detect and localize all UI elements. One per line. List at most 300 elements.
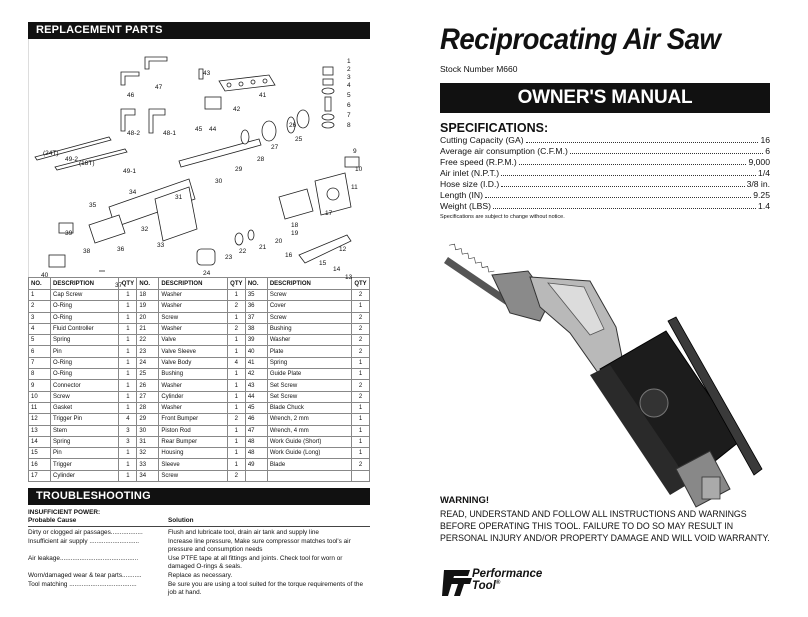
part-number-cell: 41 <box>245 357 267 368</box>
svg-text:44: 44 <box>209 126 217 133</box>
part-description-cell: Washer <box>267 335 351 346</box>
svg-text:42: 42 <box>233 106 241 113</box>
part-description-cell: Pin <box>51 346 119 357</box>
spec-value: 16 <box>760 135 770 145</box>
part-description-cell <box>267 470 351 481</box>
table-row <box>29 391 370 402</box>
svg-text:4: 4 <box>347 82 351 89</box>
part-description-cell: Stem <box>51 425 119 436</box>
part-qty-cell: 1 <box>352 301 370 312</box>
svg-text:49-1: 49-1 <box>123 168 137 175</box>
troubleshooting-section <box>28 509 370 597</box>
part-number-cell: 48 <box>245 436 267 447</box>
troubleshooting-row <box>28 581 370 597</box>
registered-mark: ® <box>495 580 501 587</box>
table-row <box>29 357 370 368</box>
svg-text:(18T): (18T) <box>79 160 95 167</box>
right-page <box>440 22 770 602</box>
svg-text:29: 29 <box>235 166 243 173</box>
part-number-cell: 10 <box>29 391 51 402</box>
part-description-cell: Piston Rod <box>159 425 227 436</box>
svg-text:13: 13 <box>345 274 353 281</box>
svg-text:6: 6 <box>347 102 351 109</box>
svg-text:46: 46 <box>127 92 135 99</box>
col-header: DESCRIPTION <box>159 278 227 290</box>
part-description-cell: Set Screw <box>267 380 351 391</box>
svg-text:26: 26 <box>289 122 297 129</box>
part-description-cell: O-Ring <box>51 301 119 312</box>
part-qty-cell: 1 <box>227 346 245 357</box>
left-page <box>28 22 370 597</box>
table-row <box>29 369 370 380</box>
part-number-cell: 28 <box>137 402 159 413</box>
part-qty-cell: 1 <box>227 369 245 380</box>
svg-text:19: 19 <box>291 230 299 237</box>
part-qty-cell: 2 <box>352 380 370 391</box>
warning-heading: WARNING! <box>440 495 490 506</box>
part-number-cell: 47 <box>245 425 267 436</box>
part-number-cell: 30 <box>137 425 159 436</box>
svg-text:37: 37 <box>115 282 123 289</box>
part-number-cell: 49 <box>245 459 267 470</box>
svg-text:2: 2 <box>347 66 351 73</box>
col-header: DESCRIPTION <box>51 278 119 290</box>
part-qty-cell: 2 <box>352 391 370 402</box>
svg-text:22: 22 <box>239 248 247 255</box>
spec-row <box>440 201 770 212</box>
parts-table-header-row <box>29 278 370 290</box>
part-number-cell: 26 <box>137 380 159 391</box>
svg-text:23: 23 <box>225 254 233 261</box>
troubleshooting-header: TROUBLESHOOTING <box>28 488 370 505</box>
part-number-cell: 42 <box>245 369 267 380</box>
part-qty-cell: 1 <box>119 290 137 301</box>
part-number-cell: 1 <box>29 290 51 301</box>
part-qty-cell: 1 <box>227 425 245 436</box>
part-number-cell: 23 <box>137 346 159 357</box>
spec-row <box>440 168 770 179</box>
wrench-47-shape <box>145 57 167 69</box>
spec-row <box>440 179 770 190</box>
solution-column-header: Solution <box>168 517 194 525</box>
spec-row <box>440 135 770 146</box>
svg-text:39: 39 <box>65 230 73 237</box>
part-qty-cell: 4 <box>119 414 137 425</box>
part-number-cell: 40 <box>245 346 267 357</box>
valve-body-shape <box>197 249 215 265</box>
table-row <box>29 470 370 481</box>
svg-text:24: 24 <box>203 270 211 277</box>
part-description-cell: Bushing <box>267 323 351 334</box>
part-number-cell: 33 <box>137 459 159 470</box>
part-description-cell: Guide Plate <box>267 369 351 380</box>
part-number-cell: 43 <box>245 380 267 391</box>
part-qty-cell: 1 <box>227 380 245 391</box>
svg-text:11: 11 <box>351 184 358 191</box>
spec-value: 6 <box>765 146 770 156</box>
part-number-cell: 27 <box>137 391 159 402</box>
part-description-cell: Trigger <box>51 459 119 470</box>
part-qty-cell: 4 <box>227 357 245 368</box>
svg-text:14: 14 <box>333 266 341 273</box>
part-qty-cell: 1 <box>227 402 245 413</box>
work-guide-48-2-shape <box>121 109 135 131</box>
part-number-cell: 11 <box>29 402 51 413</box>
part-description-cell: Sleeve <box>159 459 227 470</box>
part-description-cell: Blade <box>267 459 351 470</box>
svg-text:33: 33 <box>157 242 165 249</box>
table-row <box>29 301 370 312</box>
svg-text:12: 12 <box>339 246 347 253</box>
svg-text:36: 36 <box>117 246 125 253</box>
part-description-cell: Washer <box>159 290 227 301</box>
table-row <box>29 312 370 323</box>
spec-label: Free speed (R.P.M.) <box>440 157 517 167</box>
part-description-cell: Gasket <box>51 402 119 413</box>
col-header: NO. <box>245 278 267 290</box>
part-description-cell: Cylinder <box>159 391 227 402</box>
part-number-cell: 17 <box>29 470 51 481</box>
part-qty-cell: 1 <box>352 402 370 413</box>
table-row <box>29 414 370 425</box>
part-description-cell: O-Ring <box>51 357 119 368</box>
part-qty-cell: 1 <box>119 402 137 413</box>
part-number-cell: 20 <box>137 312 159 323</box>
part-description-cell: Valve Sleeve <box>159 346 227 357</box>
part-qty-cell: 1 <box>227 335 245 346</box>
part-description-cell: Work Guide (Long) <box>267 448 351 459</box>
part-qty-cell: 1 <box>227 448 245 459</box>
part-number-cell: 34 <box>137 470 159 481</box>
part-qty-cell: 2 <box>352 323 370 334</box>
part-description-cell: Screw <box>267 312 351 323</box>
logo-wordmark-line2 <box>472 580 500 592</box>
part-description-cell: Screw <box>267 290 351 301</box>
part-qty-cell: 1 <box>119 448 137 459</box>
page-title: Reciprocating Air Saw <box>440 23 721 56</box>
part-number-cell <box>245 470 267 481</box>
part-description-cell: Valve <box>159 335 227 346</box>
part-qty-cell: 1 <box>227 391 245 402</box>
part-qty-cell: 2 <box>227 470 245 481</box>
dot-leader <box>501 168 756 176</box>
part-number-cell: 9 <box>29 380 51 391</box>
solution: Increase line pressure, Make sure compressor matches tool's air pressure and consumption needs <box>168 538 351 554</box>
part-description-cell: Washer <box>159 402 227 413</box>
svg-text:15: 15 <box>319 260 327 267</box>
part-number-cell: 22 <box>137 335 159 346</box>
table-row <box>29 425 370 436</box>
dot-leader <box>485 190 751 198</box>
svg-text:16: 16 <box>285 252 293 259</box>
svg-text:30: 30 <box>215 178 223 185</box>
part-qty-cell: 1 <box>119 335 137 346</box>
part-qty-cell <box>352 470 370 481</box>
svg-text:1: 1 <box>347 58 351 65</box>
part-number-cell: 5 <box>29 335 51 346</box>
col-header: QTY <box>119 278 137 290</box>
col-header: DESCRIPTION <box>267 278 351 290</box>
dot-leader <box>526 135 759 143</box>
svg-text:31: 31 <box>175 194 183 201</box>
solution: Flush and lubricate tool, drain air tank and supply line <box>168 529 319 537</box>
part-qty-cell: 2 <box>352 290 370 301</box>
part-number-cell: 13 <box>29 425 51 436</box>
part-description-cell: Washer <box>159 301 227 312</box>
parts-table <box>28 277 370 482</box>
air-saw-product-photo <box>440 237 770 512</box>
part-number-cell: 14 <box>29 436 51 447</box>
part-qty-cell: 1 <box>352 414 370 425</box>
svg-text:21: 21 <box>259 244 267 251</box>
probable-cause: Air leakage............................................ <box>28 555 139 563</box>
cause-column-header: Probable Cause <box>28 517 77 525</box>
part-description-cell: Screw <box>159 470 227 481</box>
part-qty-cell: 2 <box>352 335 370 346</box>
part-description-cell: Fluid Controller <box>51 323 119 334</box>
spec-value: 9,000 <box>748 157 770 167</box>
part-qty-cell: 1 <box>119 301 137 312</box>
part-number-cell: 29 <box>137 414 159 425</box>
spec-label: Average air consumption (C.F.M.) <box>440 146 568 156</box>
spec-row <box>440 190 770 201</box>
troubleshooting-row <box>28 572 370 580</box>
table-row <box>29 459 370 470</box>
part-qty-cell: 1 <box>119 459 137 470</box>
svg-text:49-2: 49-2 <box>65 156 79 163</box>
part-description-cell: Screw <box>159 312 227 323</box>
part-description-cell: Valve Body <box>159 357 227 368</box>
col-header: NO. <box>137 278 159 290</box>
table-row <box>29 380 370 391</box>
part-number-cell: 44 <box>245 391 267 402</box>
part-number-cell: 21 <box>137 323 159 334</box>
part-number-cell: 24 <box>137 357 159 368</box>
logo-wordmark-tool: Tool <box>472 580 496 592</box>
performance-tool-logo <box>440 562 590 598</box>
part-description-cell: Connector <box>51 380 119 391</box>
spec-value: 1/4 <box>758 168 770 178</box>
spec-disclaimer: Specifications are subject to change without notice. <box>440 214 565 220</box>
svg-text:47: 47 <box>155 84 163 91</box>
part-description-cell: Wrench, 2 mm <box>267 414 351 425</box>
part-number-cell: 35 <box>245 290 267 301</box>
svg-text:17: 17 <box>325 210 333 217</box>
part-description-cell: Housing <box>159 448 227 459</box>
svg-text:8: 8 <box>347 122 351 129</box>
specifications-list <box>440 135 770 212</box>
svg-text:(24T): (24T) <box>43 150 59 157</box>
svg-text:40: 40 <box>41 272 49 279</box>
problem-heading: INSUFFICIENT POWER: <box>28 509 101 517</box>
part-qty-cell: 3 <box>119 436 137 447</box>
part-qty-cell: 1 <box>352 425 370 436</box>
part-description-cell: O-Ring <box>51 369 119 380</box>
spec-label: Cutting Capacity (GA) <box>440 135 524 145</box>
dot-leader <box>519 157 747 165</box>
probable-cause: Insufficient air supply ............................ <box>28 538 140 546</box>
part-description-cell: Washer <box>159 323 227 334</box>
svg-text:27: 27 <box>271 144 279 151</box>
part-number-cell: 4 <box>29 323 51 334</box>
cylinder-27-shape <box>262 121 276 141</box>
svg-text:35: 35 <box>89 202 97 209</box>
svg-text:20: 20 <box>275 238 283 245</box>
svg-text:18: 18 <box>291 222 299 229</box>
col-header: QTY <box>227 278 245 290</box>
table-row <box>29 448 370 459</box>
part-qty-cell: 1 <box>119 391 137 402</box>
part-description-cell: Spring <box>51 335 119 346</box>
part-number-cell: 37 <box>245 312 267 323</box>
svg-text:43: 43 <box>203 70 211 77</box>
pt-logo-mark-icon <box>440 564 474 598</box>
col-header: QTY <box>352 278 370 290</box>
table-row <box>29 323 370 334</box>
troubleshooting-row <box>28 529 370 537</box>
table-row <box>29 402 370 413</box>
part-description-cell: Rear Bumper <box>159 436 227 447</box>
part-qty-cell: 2 <box>227 414 245 425</box>
part-description-cell: Spring <box>51 436 119 447</box>
troubleshooting-row <box>28 538 370 554</box>
part-description-cell: Cover <box>267 301 351 312</box>
part-qty-cell: 2 <box>227 301 245 312</box>
part-number-cell: 45 <box>245 402 267 413</box>
spec-value: 1.4 <box>758 201 770 211</box>
part-description-cell: Pin <box>51 448 119 459</box>
part-qty-cell: 2 <box>352 312 370 323</box>
part-qty-cell: 2 <box>352 459 370 470</box>
part-number-cell: 2 <box>29 301 51 312</box>
part-description-cell: Trigger Pin <box>51 414 119 425</box>
spec-value: 9.25 <box>753 190 770 200</box>
part-description-cell: Work Guide (Short) <box>267 436 351 447</box>
svg-text:48-2: 48-2 <box>127 130 141 137</box>
part-number-cell: 6 <box>29 346 51 357</box>
specifications-heading: SPECIFICATIONS: <box>440 121 549 135</box>
stock-number: Stock Number M660 <box>440 64 518 74</box>
part-qty-cell: 1 <box>227 459 245 470</box>
part-qty-cell: 1 <box>227 312 245 323</box>
svg-text:48-1: 48-1 <box>163 130 177 137</box>
table-row <box>29 290 370 301</box>
table-row <box>29 335 370 346</box>
col-header: NO. <box>29 278 51 290</box>
part-description-cell: Blade Chuck <box>267 402 351 413</box>
svg-text:25: 25 <box>295 136 303 143</box>
part-number-cell: 46 <box>245 414 267 425</box>
part-description-cell: Front Bumper <box>159 414 227 425</box>
part-number-cell: 31 <box>137 436 159 447</box>
part-description-cell: Washer <box>159 380 227 391</box>
part-number-cell: 19 <box>137 301 159 312</box>
part-number-cell: 8 <box>29 369 51 380</box>
dot-leader <box>493 201 756 209</box>
replacement-parts-header: REPLACEMENT PARTS <box>28 22 370 39</box>
svg-text:38: 38 <box>83 248 91 255</box>
part-number-cell: 32 <box>137 448 159 459</box>
part-qty-cell: 1 <box>227 290 245 301</box>
svg-text:32: 32 <box>141 226 149 233</box>
part-qty-cell: 1 <box>119 323 137 334</box>
part-qty-cell: 1 <box>352 436 370 447</box>
table-row <box>29 436 370 447</box>
part-number-cell: 48 <box>245 448 267 459</box>
troubleshooting-columns <box>28 517 370 527</box>
svg-text:28: 28 <box>257 156 265 163</box>
part-qty-cell: 3 <box>119 425 137 436</box>
part-description-cell: Cap Screw <box>51 290 119 301</box>
part-number-cell: 36 <box>245 301 267 312</box>
part-qty-cell: 1 <box>119 357 137 368</box>
part-description-cell: Spring <box>267 357 351 368</box>
guide-plate-shape <box>219 75 275 91</box>
spec-label: Air inlet (N.P.T.) <box>440 168 500 178</box>
part-qty-cell: 1 <box>119 380 137 391</box>
wrench-46-shape <box>121 72 139 85</box>
spec-row <box>440 146 770 157</box>
probable-cause: Tool matching ...................................... <box>28 581 137 589</box>
solution: Replace as necessary. <box>168 572 233 580</box>
part-qty-cell: 1 <box>352 357 370 368</box>
owners-manual-banner: OWNER'S MANUAL <box>440 83 770 113</box>
part-qty-cell: 1 <box>119 369 137 380</box>
part-number-cell: 15 <box>29 448 51 459</box>
spec-label: Hose size (I.D.) <box>440 179 500 189</box>
spec-row <box>440 157 770 168</box>
svg-text:5: 5 <box>347 92 351 99</box>
part-description-cell: Cylinder <box>51 470 119 481</box>
svg-text:7: 7 <box>347 112 351 119</box>
svg-text:41: 41 <box>259 92 267 99</box>
part-description-cell: Set Screw <box>267 391 351 402</box>
part-number-cell: 16 <box>29 459 51 470</box>
part-description-cell: Wrench, 4 mm <box>267 425 351 436</box>
part-qty-cell: 1 <box>227 436 245 447</box>
part-description-cell: Plate <box>267 346 351 357</box>
spec-value: 3/8 in. <box>746 179 770 189</box>
part-description-cell: Bushing <box>159 369 227 380</box>
part-qty-cell: 1 <box>352 448 370 459</box>
troubleshooting-row <box>28 555 370 571</box>
spec-label: Weight (LBS) <box>440 201 491 211</box>
logo-wordmark-line1: Performance <box>472 568 543 580</box>
probable-cause: Worn/damaged wear & tear parts........... <box>28 572 142 580</box>
svg-text:3: 3 <box>347 74 351 81</box>
svg-text:10: 10 <box>355 166 363 173</box>
part-number-cell: 12 <box>29 414 51 425</box>
part-number-cell: 3 <box>29 312 51 323</box>
part-description-cell: Screw <box>51 391 119 402</box>
part-qty-cell: 1 <box>352 369 370 380</box>
part-qty-cell: 2 <box>227 323 245 334</box>
blade-chuck-shape <box>205 97 221 109</box>
solution: Use PTFE tape at all fittings and joints. Check tool for worn or damaged O-rings & seals. <box>168 555 343 571</box>
dot-leader <box>501 179 744 187</box>
svg-text:34: 34 <box>129 189 137 196</box>
warning-text: READ, UNDERSTAND AND FOLLOW ALL INSTRUCTIONS AND WARNINGS BEFORE OPERATING THIS TOOL. FAILURE TO DO SO MAY RESULT IN PERSONAL INJURY AND/OR PROPERTY DAMAGE AND WILL VOID WARRANTY. <box>440 509 770 543</box>
part-number-cell: 7 <box>29 357 51 368</box>
spec-label: Length (IN) <box>440 190 483 200</box>
table-row <box>29 346 370 357</box>
part-number-cell: 39 <box>245 335 267 346</box>
part-number-cell: 18 <box>137 290 159 301</box>
part-qty-cell: 1 <box>119 346 137 357</box>
dot-leader <box>570 146 763 154</box>
piston-rod-shape <box>179 139 261 167</box>
part-number-cell: 25 <box>137 369 159 380</box>
